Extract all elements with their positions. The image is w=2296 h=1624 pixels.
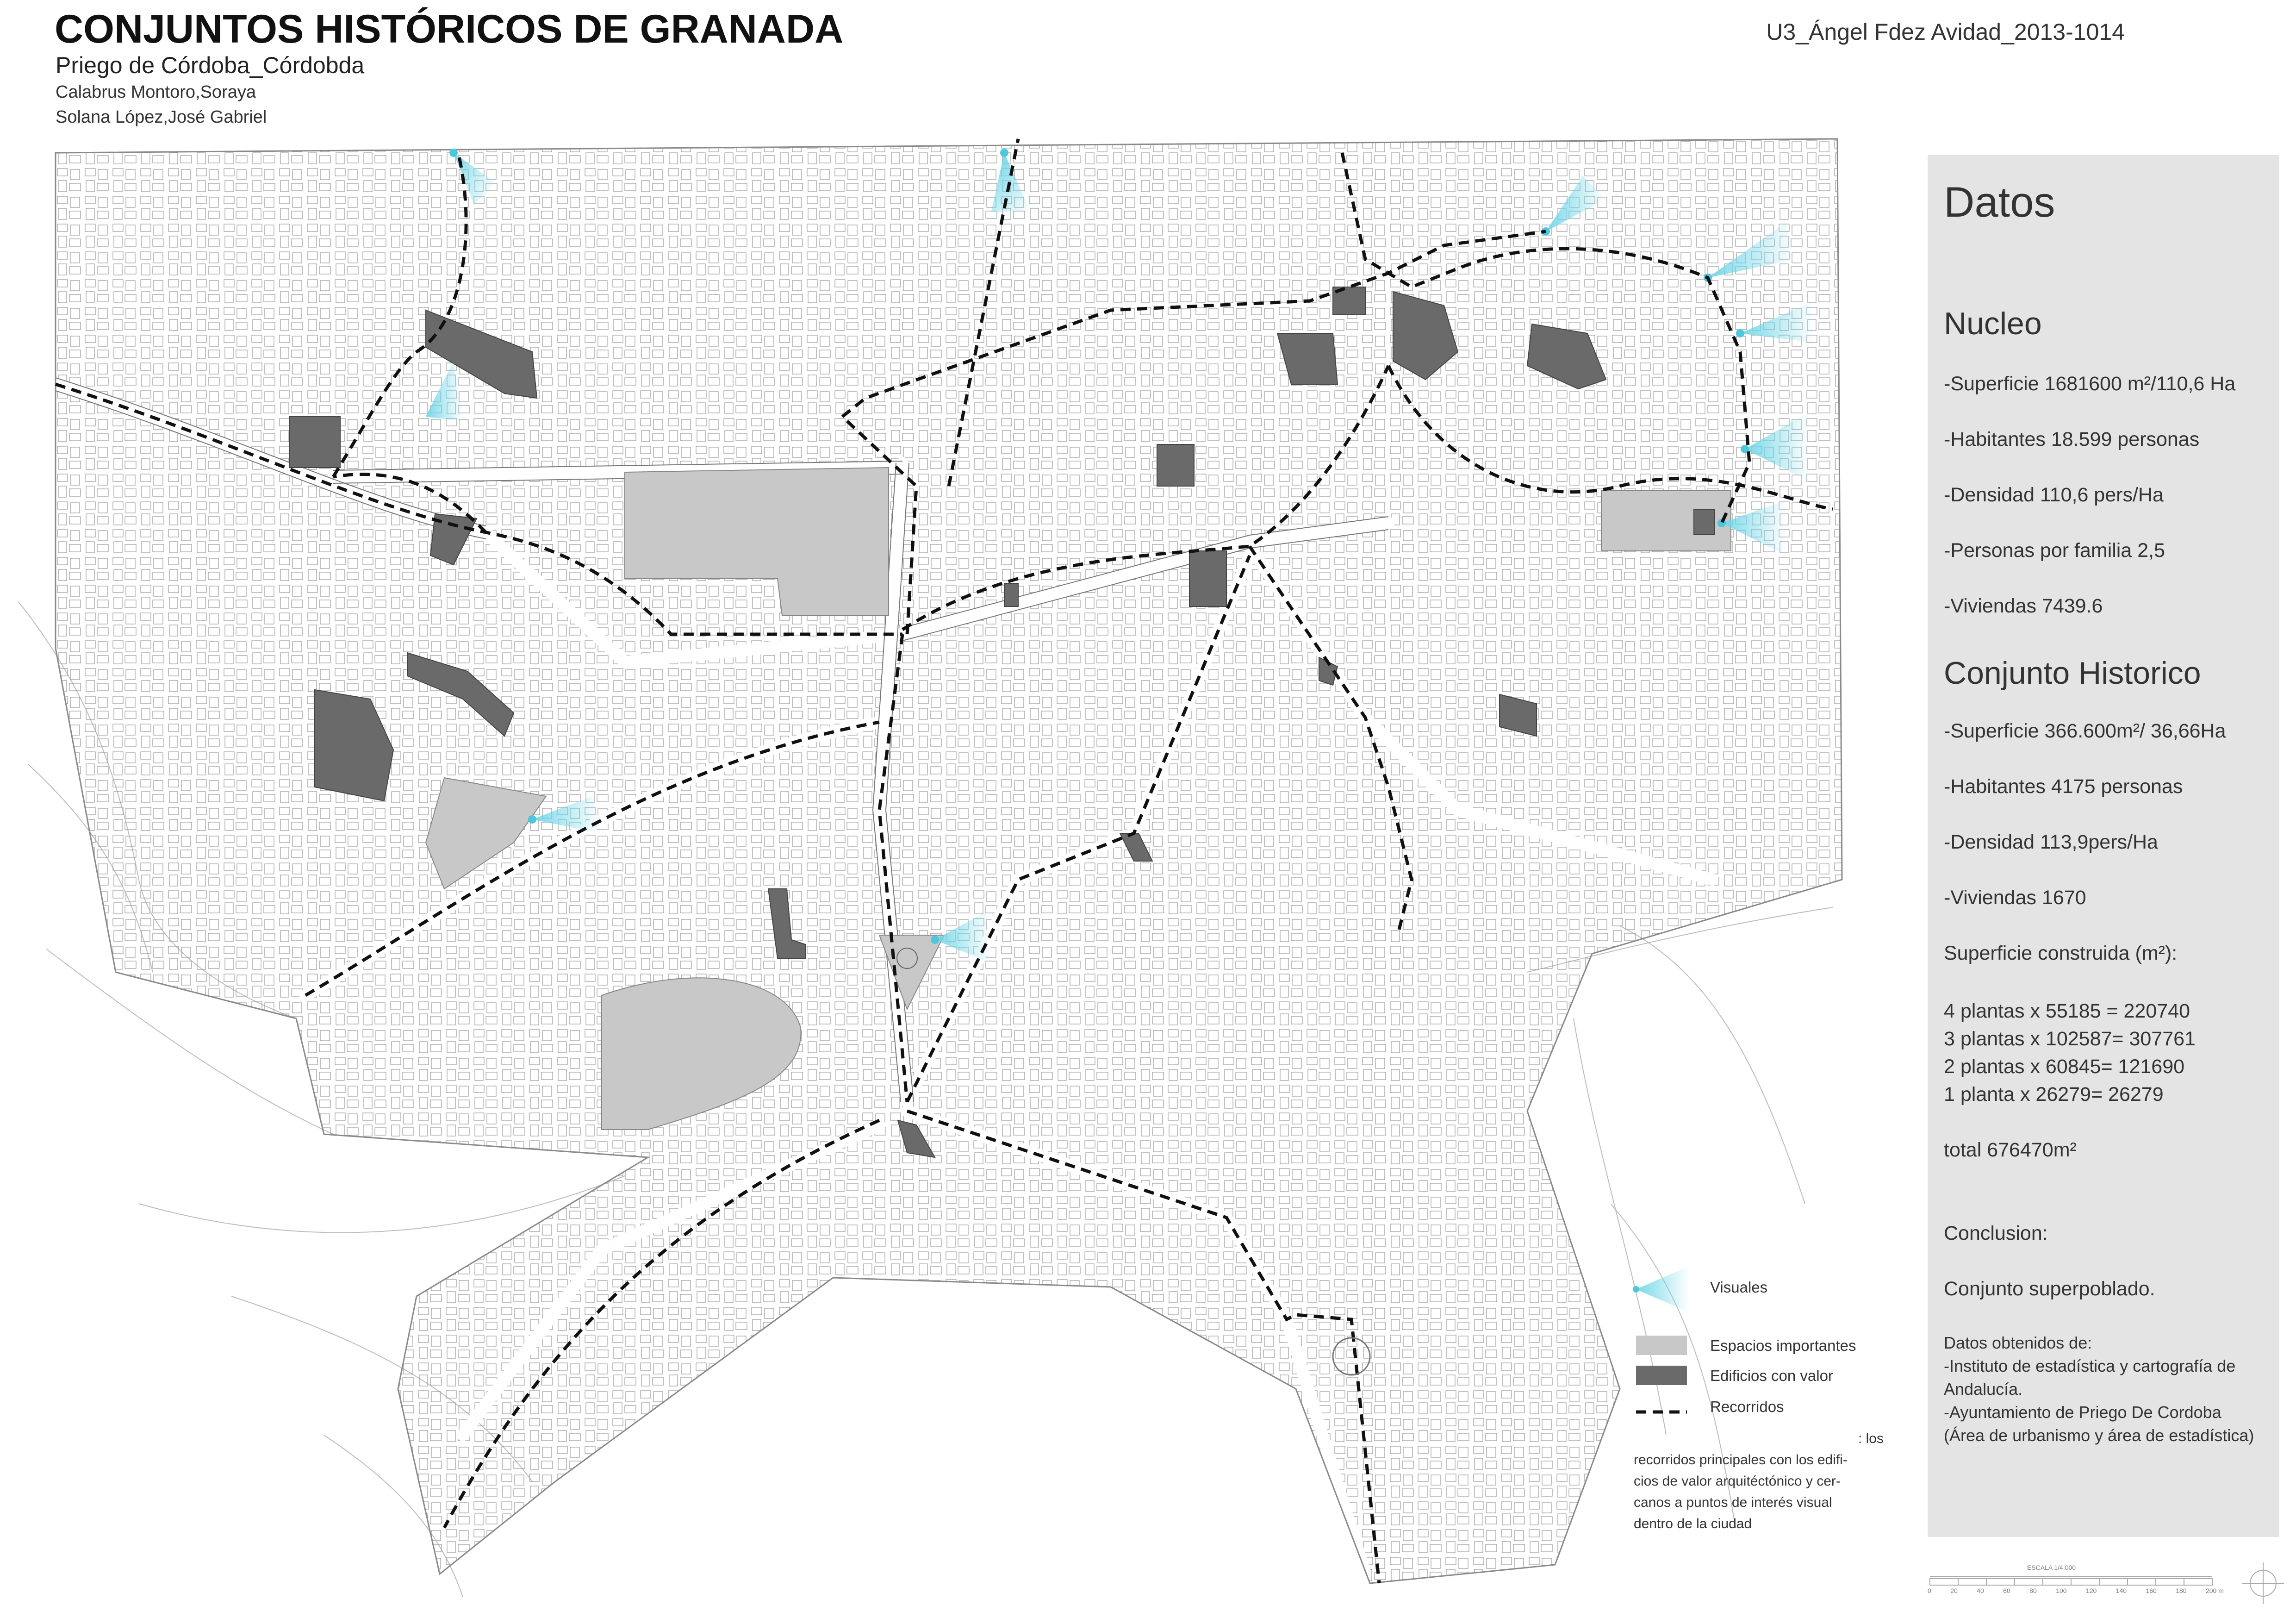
- conclusion-text: Conjunto superpoblado.: [1944, 1278, 2155, 1300]
- sources-line: -Instituto de estadística y cartografía de: [1944, 1356, 2236, 1375]
- plantas-line: 1 planta x 26279= 26279: [1944, 1083, 2164, 1106]
- scale-title: ESCALA 1/4.000: [2027, 1564, 2076, 1571]
- sources-line: (Área de urbanismo y área de estadística): [1944, 1426, 2254, 1445]
- nucleo-line: -Viviendas 7439.6: [1944, 595, 2103, 617]
- note-line-4: canos a puntos de interés visual: [1634, 1495, 1832, 1510]
- conclusion-label: Conclusion:: [1944, 1222, 2048, 1244]
- nucleo-line: -Densidad 110,6 pers/Ha: [1944, 484, 2164, 506]
- sources-line: -Ayuntamiento de Priego De Cordoba: [1944, 1403, 2221, 1422]
- scale-tick: 0: [1928, 1587, 1931, 1594]
- scale-tick: 100: [2056, 1587, 2067, 1594]
- legend-edificios-swatch: [1636, 1366, 1687, 1385]
- legend-espacios-label: Espacios importantes: [1710, 1337, 1856, 1354]
- scale-tick: 80: [2029, 1587, 2037, 1594]
- nucleo-line: -Personas por familia 2,5: [1944, 539, 2165, 562]
- scale-tick: 180: [2176, 1587, 2187, 1594]
- note-line-2: recorridos principales con los edifi-: [1634, 1452, 1848, 1468]
- legend-recorridos-label: Recorridos: [1710, 1398, 1784, 1415]
- legend-edificios-label: Edificios con valor: [1710, 1367, 1833, 1384]
- datos-panel: [1928, 155, 2279, 1537]
- conjunto-line: -Superficie 366.600m²/ 36,66Ha: [1944, 720, 2226, 742]
- legend-visuales-label: Visuales: [1710, 1279, 1768, 1296]
- map-subtitle: Priego de Córdoba_Córdobda: [56, 52, 365, 78]
- conjunto-line: -Habitantes 4175 personas: [1944, 775, 2183, 798]
- scale-tick: 120: [2085, 1587, 2097, 1594]
- map-title: CONJUNTOS HISTÓRICOS DE GRANADA: [55, 7, 844, 51]
- scale-tick: 40: [1977, 1587, 1984, 1594]
- nucleo-line: -Superficie 1681600 m²/110,6 Ha: [1944, 373, 2236, 395]
- scale-tick: 160: [2146, 1587, 2157, 1594]
- scale-tick: 140: [2116, 1587, 2127, 1594]
- sources-line: Datos obtenidos de:: [1944, 1333, 2092, 1352]
- plantas-line: 4 plantas x 55185 = 220740: [1944, 1000, 2190, 1022]
- north-arrow-icon: [2242, 1562, 2284, 1604]
- conjunto-line: -Densidad 113,9pers/Ha: [1944, 831, 2158, 853]
- conjunto-line: -Viviendas 1670: [1944, 887, 2086, 909]
- plantas-line: 3 plantas x 102587= 307761: [1944, 1028, 2196, 1050]
- scale-tick: 20: [1950, 1587, 1958, 1594]
- scale-tick: 60: [2003, 1587, 2010, 1594]
- scale-bar: [1930, 1576, 2212, 1585]
- nucleo-title: Nucleo: [1944, 306, 2042, 341]
- sources-line: Andalucía.: [1944, 1380, 2023, 1399]
- author-1: Calabrus Montoro,Soraya: [56, 82, 256, 102]
- author-2: Solana López,José Gabriel: [56, 107, 267, 127]
- note-line-1: : los: [1858, 1431, 1884, 1446]
- conjunto-title: Conjunto Historico: [1944, 656, 2201, 691]
- total-line: total 676470m²: [1944, 1139, 2077, 1161]
- construida-title: Superficie construida (m²):: [1944, 942, 2178, 964]
- note-line-5: dentro de la ciudad: [1634, 1516, 1752, 1531]
- legend-note: [1634, 1428, 1884, 1535]
- note-line-3: cios de valor arquitéctónico y cer-: [1634, 1474, 1841, 1489]
- scale-ticks: [1928, 1587, 2224, 1594]
- scale-tick: 200 m: [2205, 1587, 2224, 1594]
- legend-visual-icon: [1636, 1266, 1689, 1312]
- project-code: U3_Ángel Fdez Avidad_2013-1014: [1766, 19, 2125, 45]
- nucleo-line: -Habitantes 18.599 personas: [1944, 428, 2200, 450]
- datos-heading: Datos: [1944, 179, 2055, 226]
- plantas-line: 2 plantas x 60845= 121690: [1944, 1056, 2185, 1078]
- legend-espacios-swatch: [1636, 1336, 1687, 1355]
